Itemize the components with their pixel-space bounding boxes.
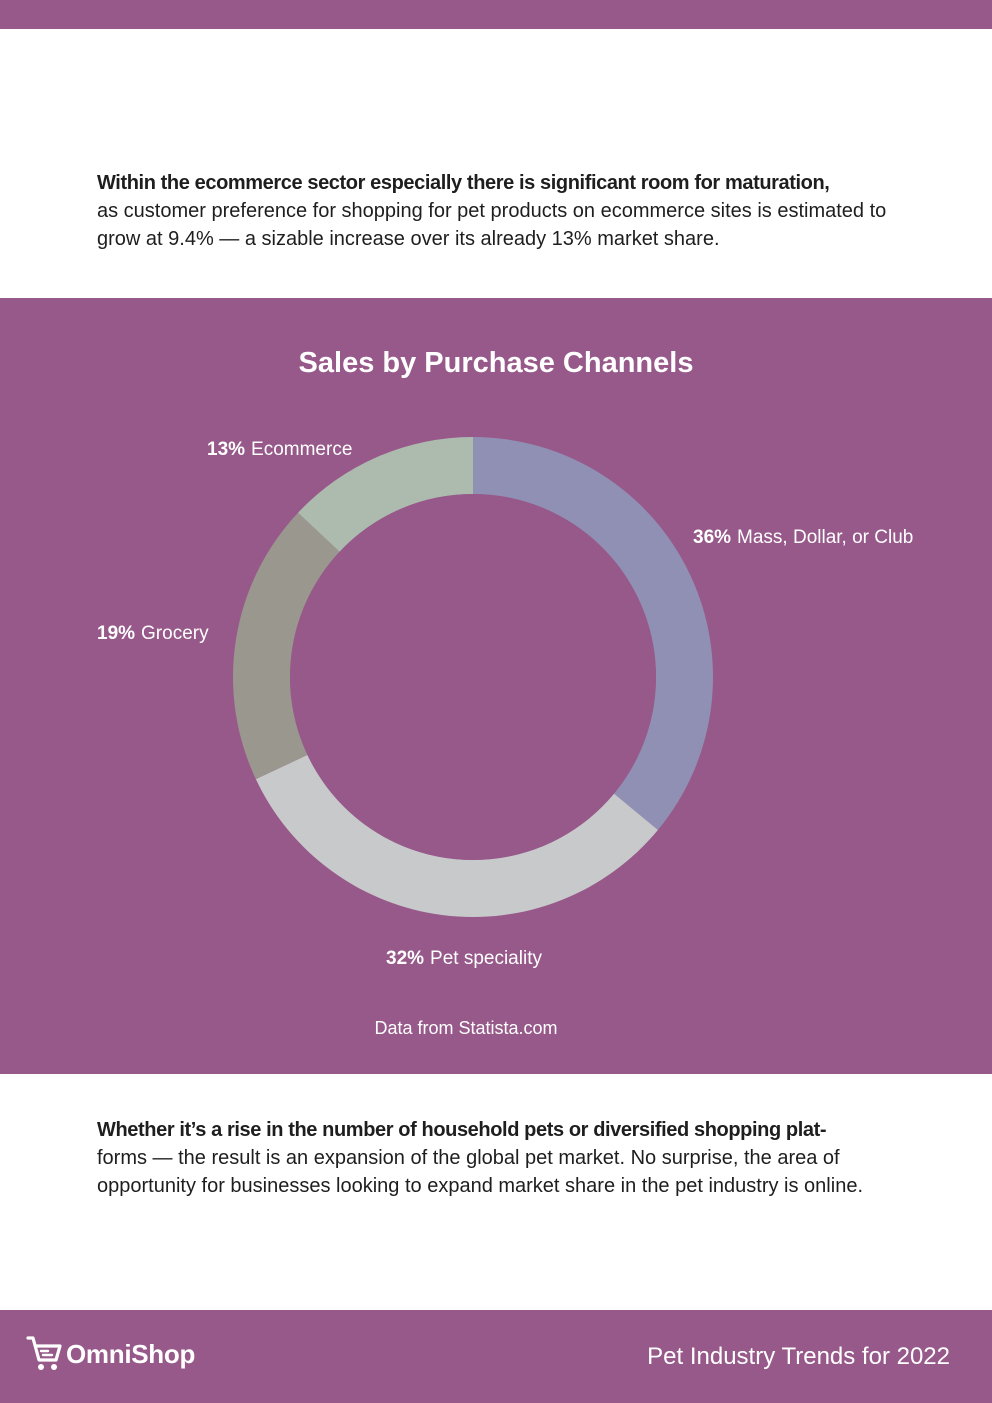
donut-hole [290, 494, 656, 860]
outro-body: forms — the result is an expansion of the global pet market. No surprise, the area of opportunity for businesses looking to expand market share in the pet industry is online. [97, 1147, 863, 1197]
slice-name: Pet speciality [430, 948, 542, 969]
brand-name: OmniShop [66, 1338, 196, 1369]
slice-label-ecommerce [207, 438, 352, 462]
slice-label-pet-speciality [386, 947, 542, 971]
intro-lead: Within the ecommerce sector especially there is significant room for maturation, [97, 172, 830, 194]
intro-body: as customer preference for shopping for pet products on ecommerce sites is estimated to grow at 9.4% — a sizable increase over its already 13% market share. [97, 200, 887, 250]
slice-name: Mass, Dollar, or Club [737, 527, 914, 548]
slice-name: Grocery [141, 623, 209, 644]
cart-icon [26, 1334, 62, 1374]
slice-name: Ecommerce [251, 439, 353, 460]
slice-pct: 36% [693, 527, 732, 548]
chart-title: Sales by Purchase Channels [298, 347, 694, 379]
footer-title: Pet Industry Trends for 2022 [647, 1343, 950, 1370]
outro-lead: Whether it’s a rise in the number of household pets or diversified shopping plat- [97, 1119, 827, 1141]
slice-label-mass [693, 526, 913, 550]
slice-pct: 32% [386, 948, 425, 969]
slice-label-grocery [97, 622, 209, 646]
slice-pct: 19% [97, 623, 136, 644]
omnishop-logo [26, 1334, 195, 1374]
outro-paragraph [97, 1116, 897, 1200]
chart-source: Data from Statista.com [374, 1018, 558, 1038]
slice-pct: 13% [207, 439, 246, 460]
